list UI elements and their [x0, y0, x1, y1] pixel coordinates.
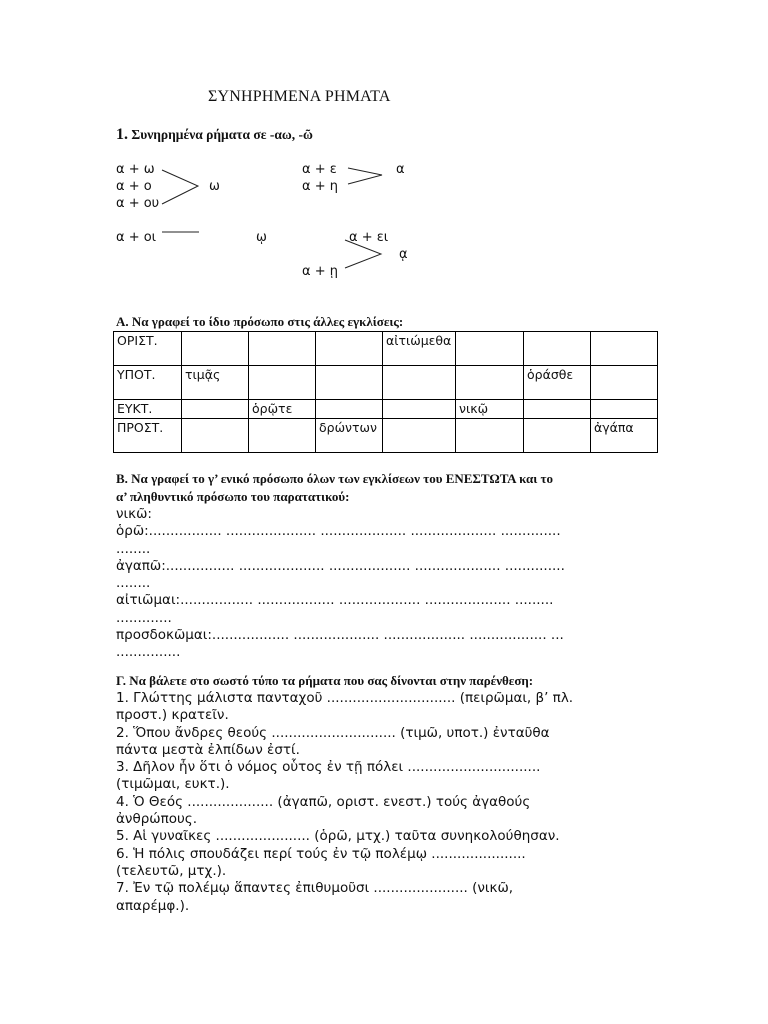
table-cell [182, 400, 249, 419]
rule-a-e: α + ε [302, 162, 337, 177]
table-cell [456, 366, 524, 400]
exercise-line: ἀνθρώπους. [116, 811, 197, 828]
table-row-header: ΟΡΙΣΤ. [114, 332, 182, 366]
exercise-line: 5. Αἱ γυναῖκες ...................... (ὁρῶ, μτχ.) ταῦτα συνηκολούθησαν. [116, 828, 560, 845]
table-cell: ὁρῷτε [249, 400, 316, 419]
exercise-line: ........ [116, 540, 151, 557]
sectionA-heading: Α. Να γραφεί το ίδιο πρόσωπο στις άλλες εγκλίσεις: [116, 314, 404, 329]
rule-result-alpha: α [396, 162, 405, 177]
rule-a-oi: α + οι [116, 230, 157, 245]
exercise-line: ........ [116, 575, 151, 592]
exercise-line: ἀγαπῶ:................ .................... ................... .................... .............. [116, 557, 565, 574]
exercise-line: ὁρῶ:................. ..................... .................... .................... .............. [116, 523, 561, 540]
exercise-line: αἰτιῶμαι:................. .................. ................... .................... ......... [116, 592, 554, 609]
exercise-line: προσδοκῶμαι:.................. .................... ................... .................. ... [116, 627, 564, 644]
rule-a-o: α + ο [116, 179, 152, 194]
table-row [114, 400, 658, 419]
exercise-line: νικῶ: [116, 506, 152, 522]
exercise-line: (τιμῶμαι, ευκτ.). [116, 776, 230, 793]
section1-heading-text: Συνηρημένα ρήματα σε -αω, -ῶ [131, 127, 313, 142]
rule-a-ou: α + ου [116, 196, 160, 211]
table-cell [591, 400, 658, 419]
exercise-line: προστ.) κρατεῖν. [116, 707, 229, 724]
exercise-line: ............... [116, 644, 181, 661]
table-cell [383, 366, 456, 400]
table-cell: αἰτιώμεθα [383, 332, 456, 366]
rule-result-omega: ω [209, 179, 220, 194]
table-row [114, 366, 658, 400]
sectionB-heading-line1: Β. Να γραφεί το γ’ ενικό πρόσωπο όλων των εγκλίσεων του ΕΝΕΣΤΩΤΑ και το [116, 471, 553, 486]
conjugation-table [113, 331, 658, 453]
table-cell [524, 332, 591, 366]
exercise-line: 1. Γλώττης μάλιστα πανταχοῦ .............................. (πειρῶμαι, β’ πλ. [116, 690, 574, 706]
table-cell [249, 366, 316, 400]
table-cell [316, 332, 383, 366]
exercise-line: 4. Ὁ Θεός .................... (ἀγαπῶ, οριστ. ενεστ.) τούς ἀγαθούς [116, 793, 531, 810]
table-cell [524, 400, 591, 419]
rule-result-omega-subscript: ῳ [256, 230, 267, 245]
exercise-line: πάντα μεστὰ ἐλπίδων ἐστί. [116, 741, 300, 758]
table-cell: ἀγάπα [591, 419, 658, 453]
table-cell [591, 366, 658, 400]
rule-a-eta-subscript: α + ῃ [302, 264, 338, 279]
sectionC-heading: Γ. Να βάλετε στο σωστό τύπο τα ρήματα που σας δίνονται στην παρένθεση: [116, 673, 534, 688]
sectionB-lines [116, 506, 565, 662]
exercise-line: 6. Ἡ πόλις σπουδάζει περί τούς ἐν τῷ πολέμῳ ...................... [116, 845, 526, 862]
table-cell [383, 400, 456, 419]
arrow-alpha [348, 168, 382, 184]
exercise-line: (τελευτῶ, μτχ.). [116, 862, 227, 879]
table-cell [316, 400, 383, 419]
table-cell [182, 332, 249, 366]
exercise-line: απαρέμφ.). [116, 897, 190, 914]
table-cell [316, 366, 383, 400]
table-cell [383, 419, 456, 453]
exercise-line: 3. Δῆλον ἦν ὅτι ὁ νόμος οὗτος ἐν τῇ πόλει ............................... [116, 759, 541, 776]
rule-a-omega: α + ω [116, 162, 155, 177]
sectionB-heading-line2: α’ πληθυντικό πρόσωπο του παρατατικού: [116, 489, 350, 504]
exercise-line: 7. Ἐν τῷ πολέμῳ ἅπαντες ἐπιθυμοῦσι ...................... (νικῶ, [116, 880, 514, 897]
table-row [114, 419, 658, 453]
sectionC-lines [116, 690, 573, 915]
table-row-header: ΠΡΟΣΤ. [114, 419, 182, 453]
table-cell [249, 332, 316, 366]
rule-result-alpha-subscript: ᾳ [399, 247, 408, 262]
section1-number: 1. [116, 126, 128, 143]
page-title: ΣΥΝΗΡΗΜΕΝΑ ΡΗΜΑΤΑ [208, 88, 391, 105]
table-cell: δρώντων [316, 419, 383, 453]
table-row [114, 332, 658, 366]
arrow-alpha-subscript [345, 240, 381, 268]
table-row-header: ΕΥΚΤ. [114, 400, 182, 419]
table-cell: ὁράσθε [524, 366, 591, 400]
exercise-line: 2. Ὅπου ἄνδρες θεούς ............................. (τιμῶ, υποτ.) ἐνταῦθα [116, 724, 550, 741]
table-cell [182, 419, 249, 453]
exercise-line: ............. [116, 609, 172, 626]
table-cell: τιμᾷς [182, 366, 249, 400]
table-cell [524, 419, 591, 453]
table-cell [456, 332, 524, 366]
table-cell [249, 419, 316, 453]
rule-a-ei: α + ει [349, 230, 389, 245]
table-cell: νικῷ [456, 400, 524, 419]
arrow-omega [162, 170, 198, 204]
rule-a-eta: α + η [302, 179, 338, 194]
table-row-header: ΥΠΟΤ. [114, 366, 182, 400]
table-cell [591, 332, 658, 366]
table-cell [456, 419, 524, 453]
